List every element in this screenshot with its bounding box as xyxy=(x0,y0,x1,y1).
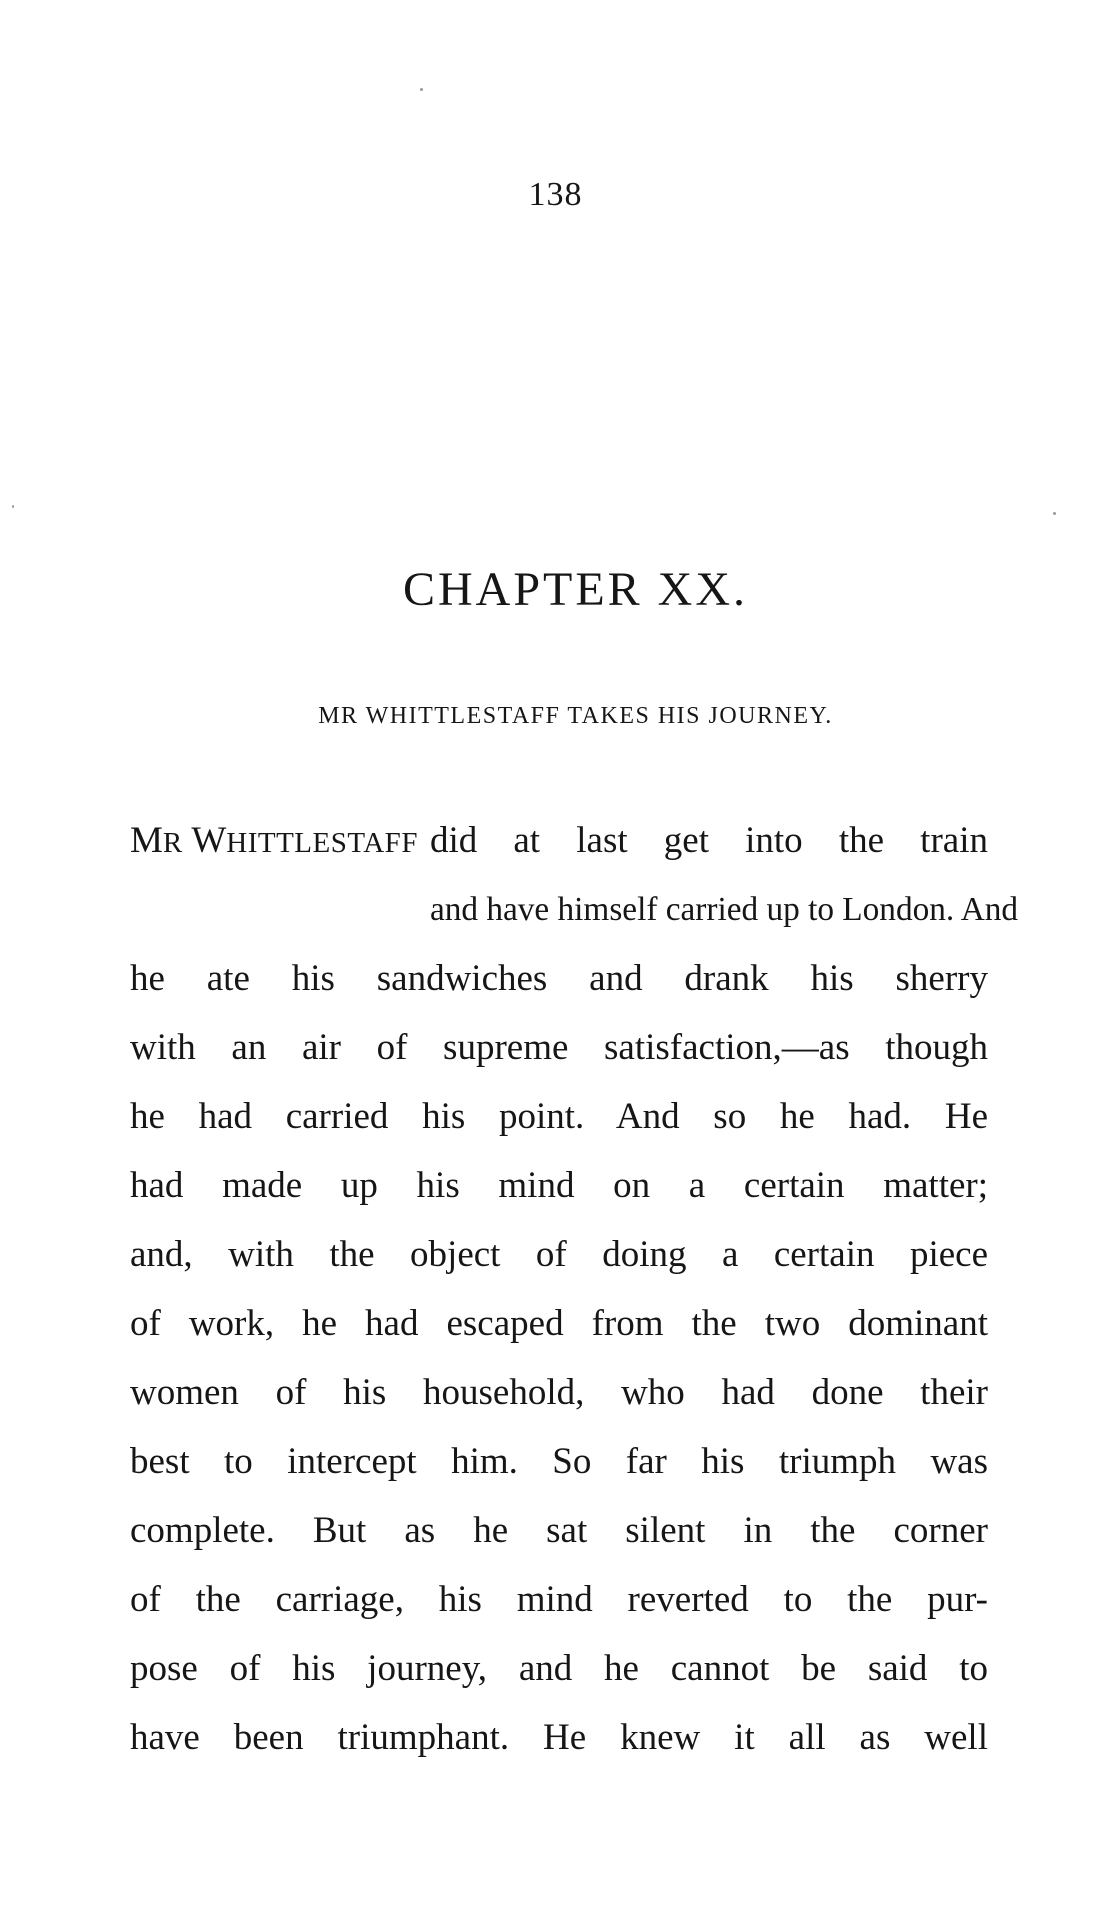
text-line-4: with an air of supreme satisfaction,—as though xyxy=(130,1027,988,1068)
text-line-14: have been triumphant. He knew it all as well xyxy=(130,1717,988,1758)
text-line-13: pose of his journey, and he cannot be said to xyxy=(130,1648,988,1689)
text-line-2: and have himself carried up to London. And xyxy=(429,891,1019,928)
scan-speck xyxy=(12,505,14,508)
text-line: did at last get into the train xyxy=(429,820,988,861)
text-line-12: of the carriage, his mind reverted to the pur- xyxy=(130,1579,988,1620)
text-line-10: best to intercept him. So far his triumph was xyxy=(130,1441,988,1482)
opening-name: MR WHITTLESTAFF xyxy=(130,820,418,861)
text-line-1 xyxy=(130,806,988,875)
text-line-8: of work, he had escaped from the two dominant xyxy=(130,1303,988,1344)
text-line-11: complete. But as he sat silent in the corner xyxy=(130,1510,988,1551)
chapter-title: CHAPTER XX. xyxy=(402,563,749,616)
text-line-7: and, with the object of doing a certain piece xyxy=(130,1234,988,1275)
text-line-5: he had carried his point. And so he had. He xyxy=(130,1096,988,1137)
scan-speck xyxy=(420,88,423,91)
text-line-6: had made up his mind on a certain matter; xyxy=(130,1165,988,1206)
page-number: 138 xyxy=(528,176,583,213)
body-text xyxy=(130,806,1019,1772)
chapter-subtitle: MR WHITTLESTAFF TAKES HIS JOURNEY. xyxy=(318,703,833,729)
text-line-9: women of his household, who had done their xyxy=(130,1372,988,1413)
scan-speck xyxy=(1053,512,1056,515)
text-line-3: he ate his sandwiches and drank his sherry xyxy=(130,958,988,999)
